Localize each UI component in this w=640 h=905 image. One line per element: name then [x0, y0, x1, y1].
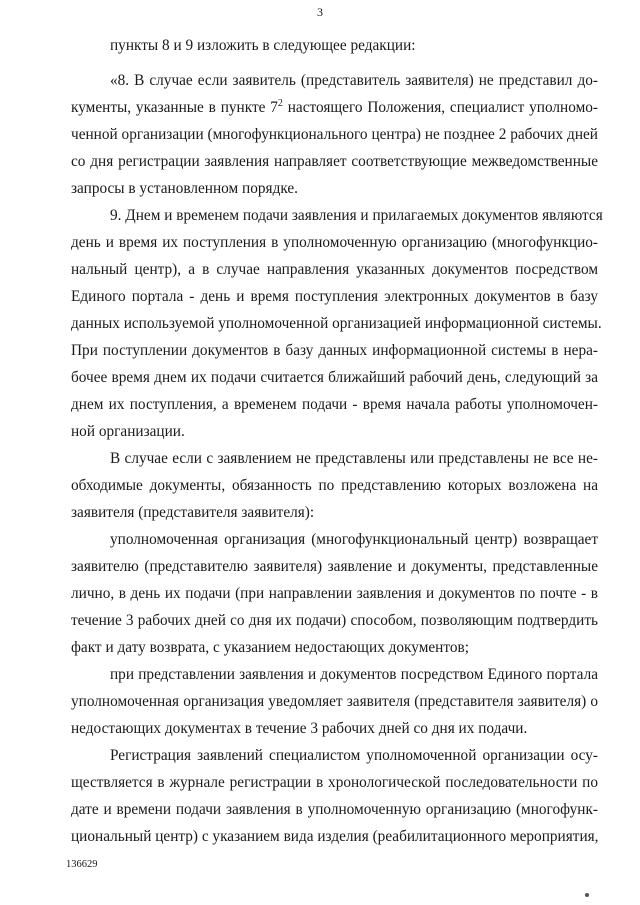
text-line: нальный центр), а в случае направления указанных документов посредством — [71, 261, 598, 278]
text-line: пункты 8 и 9 изложить в следующее редакции: — [110, 37, 416, 54]
text-segment: кументы, указанные в пункте 7 — [71, 99, 278, 116]
text-line: течение 3 рабочих дней со дня их подачи) способом, позволяющим подтвердить — [71, 612, 598, 629]
text-segment: настоящего Положения, специалист уполномо- — [282, 99, 598, 116]
document-id: 136629 — [66, 859, 98, 870]
text-line: «8. В случае если заявитель (представитель заявителя) не представил до- — [110, 72, 598, 89]
text-line: день и время их поступления в уполномоченную организацию (многофункцио- — [71, 234, 598, 251]
text-line: уполномоченная организация (многофункциональный центр) возвращает — [110, 531, 598, 548]
text-line: со дня регистрации заявления направляет соответствующие межведомственные — [71, 153, 598, 170]
text-line: ченной организации (многофункционального центра) не позднее 2 рабочих дней — [71, 126, 598, 143]
text-line: бочее время днем их подачи считается ближайший рабочий день, следующий за — [71, 369, 598, 386]
superscript: 2 — [277, 98, 283, 109]
text-line: запросы в установленном порядке. — [71, 180, 299, 197]
text-line: ществляется в журнале регистрации в хронологической последовательности по — [71, 774, 598, 791]
text-line: днем их поступления, а временем подачи - время начала работы уполномочен- — [71, 396, 598, 413]
text-line: ной организации. — [71, 423, 185, 440]
text-line: уполномоченная организация уведомляет заявителя (представителя заявителя) о — [71, 693, 598, 710]
text-line: недостающих документах в течение 3 рабочих дней со дня их подачи. — [71, 720, 528, 737]
text-line: дате и времени подачи заявления в уполномоченную организацию (многофунк- — [71, 801, 598, 818]
text-line: Единого портала - день и время поступления электронных документов в базу — [71, 288, 598, 305]
scan-speck — [585, 893, 589, 897]
page-number: 3 — [317, 5, 323, 19]
text-line: лично, в день их подачи (при направлении заявления и документов по почте - в — [71, 585, 598, 602]
text-line: данных используемой уполномоченной организацией информационной системы. — [71, 315, 602, 332]
text-line: заявителя (представителя заявителя): — [71, 504, 315, 521]
text-line: циональный центр) с указанием вида изделия (реабилитационного мероприятия, — [71, 828, 599, 845]
text-line: при представлении заявления и документов посредством Единого портала — [110, 666, 598, 683]
text-line: факт и дату возврата, с указанием недостающих документов; — [71, 639, 469, 656]
text-line: обходимые документы, обязанность по представлению которых возложена на — [71, 477, 598, 494]
text-line: В случае если с заявлением не представлены или представлены не все не- — [110, 450, 598, 467]
text-line: Регистрация заявлений специалистом уполномоченной организации осу- — [110, 747, 598, 764]
text-line — [71, 98, 598, 118]
text-line: При поступлении документов в базу данных информационной системы в нера- — [71, 342, 598, 359]
text-line: заявителю (представителю заявителя) заявление и документы, представленные — [71, 558, 598, 575]
text-line: 9. Днем и временем подачи заявления и прилагаемых документов являются — [110, 207, 603, 224]
